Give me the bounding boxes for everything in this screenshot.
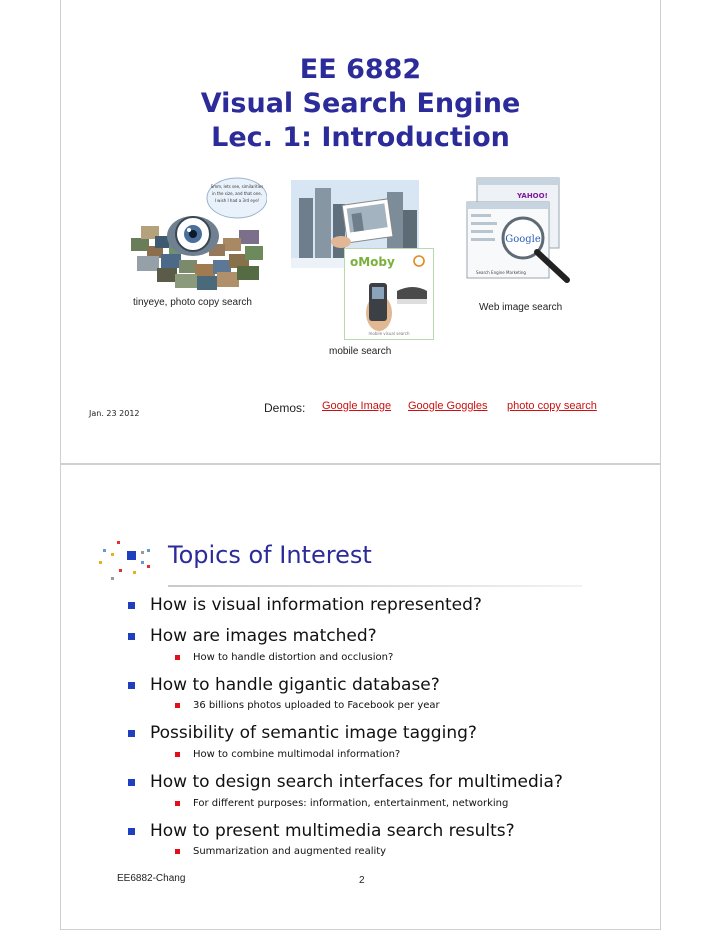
decorative-squares-icon (97, 539, 167, 589)
sub-bullet-square-icon (175, 801, 180, 806)
sub-bullet-square-icon (175, 752, 180, 757)
sub-bullet-4-1: How to combine multimodal information? (193, 749, 400, 760)
demo-link-photo-copy-search[interactable]: photo copy search (507, 400, 597, 412)
sub-bullet-2-1: How to handle distortion and occlusion? (193, 652, 393, 663)
page-number: 2 (359, 875, 365, 886)
svg-text:Google: Google (505, 234, 541, 245)
bullet-square-icon (128, 779, 135, 786)
omoby-image (344, 248, 434, 340)
web-search-image (461, 176, 579, 292)
bullet-square-icon (128, 602, 135, 609)
bullet-square-icon (128, 682, 135, 689)
caption-mobile: mobile search (329, 346, 392, 357)
svg-text:in the size, and that one,: in the size, and that one, (212, 191, 262, 196)
sub-bullet-square-icon (175, 703, 180, 708)
svg-text:Smm, lets see, similarities: Smm, lets see, similarities (210, 184, 264, 189)
demo-link-google-goggles[interactable]: Google Goggles (408, 400, 488, 412)
caption-tinyeye: tinyeye, photo copy search (133, 297, 252, 308)
bullet-1: How is visual information represented? (150, 595, 482, 615)
title-line-1: EE 6882 (299, 54, 422, 85)
caption-web: Web image search (479, 302, 563, 313)
bullet-square-icon (128, 633, 135, 640)
svg-text:oMoby: oMoby (350, 255, 395, 269)
footer-left: EE6882-Chang (117, 873, 186, 884)
bullet-square-icon (128, 828, 135, 835)
svg-text:YAHOO!: YAHOO! (517, 192, 548, 200)
sub-bullet-5-1: For different purposes: information, entertainment, networking (193, 798, 508, 809)
demo-link-google-image[interactable]: Google Image (322, 400, 392, 412)
sub-bullet-square-icon (175, 849, 180, 854)
svg-text:Search Engine Marketing: Search Engine Marketing (476, 270, 526, 275)
sub-bullet-square-icon (175, 655, 180, 660)
svg-text:mobile visual search: mobile visual search (368, 331, 410, 336)
slide-1 (60, 0, 661, 464)
bullet-5: How to design search interfaces for multimedia? (150, 772, 563, 792)
svg-text:I wish I had a 3rd eye!: I wish I had a 3rd eye! (214, 198, 260, 203)
title-line-3: Lec. 1: Introduction (211, 122, 510, 153)
demos-label: Demos: (264, 401, 306, 415)
bullet-4: Possibility of semantic image tagging? (150, 723, 477, 743)
slide-title: Topics of Interest (168, 541, 372, 569)
title-underline (168, 585, 582, 587)
bullet-3: How to handle gigantic database? (150, 675, 440, 695)
bullet-square-icon (128, 730, 135, 737)
sub-bullet-3-1: 36 billions photos uploaded to Facebook per year (193, 700, 440, 711)
sub-bullet-6-1: Summarization and augmented reality (193, 846, 386, 857)
slide-2 (60, 464, 661, 930)
tinyeye-image (127, 176, 267, 294)
date-text: Jan. 23 2012 (89, 409, 140, 418)
bullet-6: How to present multimedia search results? (150, 821, 515, 841)
bullet-2: How are images matched? (150, 626, 377, 646)
title-line-2: Visual Search Engine (200, 88, 521, 119)
